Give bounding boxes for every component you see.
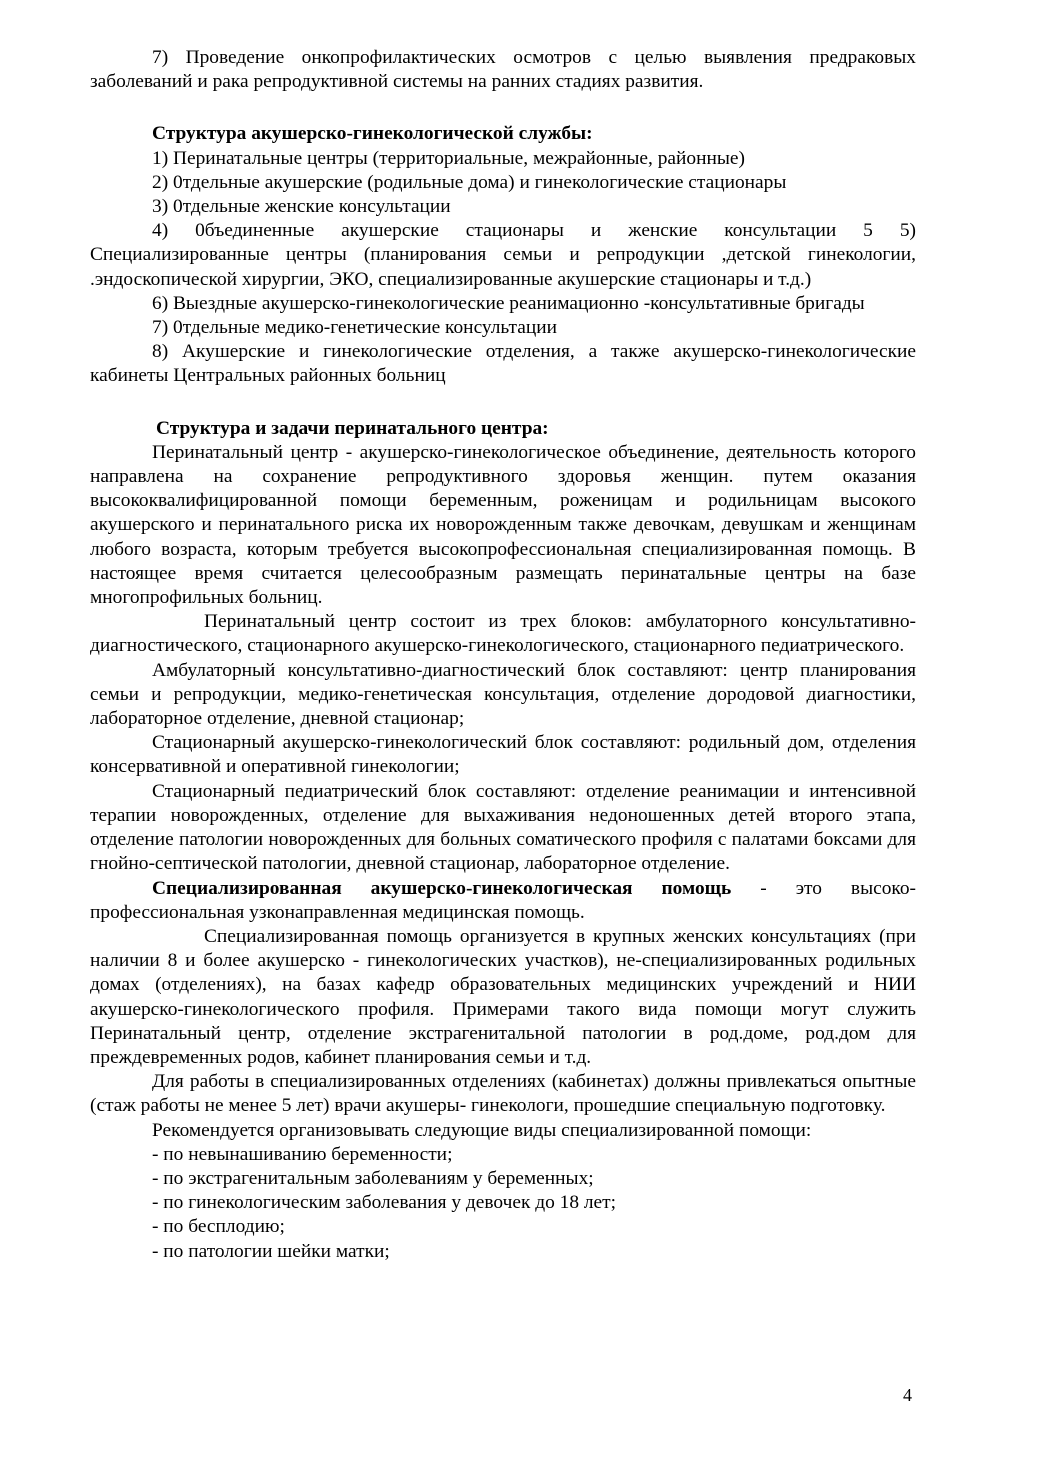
specialized-definition: - это высоко-профессиональная узконаправленная медицинская помощь. [90, 877, 916, 923]
spacer [90, 94, 916, 122]
perinatal-paragraph-obstetric: Стационарный акушерско-гинекологический блок составляют: родильный дом, отделения консервативной и оперативной гинекологии; [90, 732, 916, 778]
structure-item-3: 3) 0тдельные женские консультации [152, 196, 451, 218]
list-item: - по бесплодию; [152, 1216, 285, 1238]
specialized-term: Специализированная акушерско-гинекологическая помощь [152, 877, 732, 899]
specialized-paragraph-staff: Для работы в специализированных отделениях (кабинетах) должны привлекаться опытные (стаж работы не менее 5 лет) врачи акушеры- гинекологи, прошедшие специальную подготовку. [90, 1071, 916, 1117]
structure-item-6: 6) Выездные акушерско-гинекологические реанимационно -консультативные бригады [152, 292, 865, 314]
spacer [90, 389, 916, 417]
perinatal-paragraph-ambulatory: Амбулаторный консультативно-диагностический блок составляют: центр планирования семьи и репродукции, медико-генетическая консультация, отделение дородовой диагностики, лабораторное отделение, дневной стационар; [90, 659, 916, 730]
perinatal-paragraph-definition: Перинатальный центр - акушерско-гинекологическое объединение, деятельность которого направлена на сохранение репродуктивного здоровья женщин. путем оказания высококвалифицированной помощи беременным, роженицам и родильницам высокого акушерского и перинатального риска их новорожденным также девочкам, девушкам и женщинам любого возраста, которым требуется высокопрофессиональная специализированная помощь. В настоящее время считается целесообразным размещать перинатальные центры на базе многопрофильных больниц. [90, 441, 916, 609]
structure-item-8: 8) Акушерские и гинекологические отделения, а также акушерско-гинекологические кабинеты Центральных районных больниц [90, 341, 916, 387]
list-item: - по невынашиванию беременности; [152, 1143, 453, 1165]
structure-item-1: 1) Перинатальные центры (территориальные, межрайонные, районные) [152, 147, 745, 169]
paragraph-oncoprophylaxis: 7) Проведение онкопрофилактических осмотров с целью выявления предраковых заболеваний и рака репродуктивной системы на ранних стадиях развития. [90, 47, 916, 93]
perinatal-paragraph-blocks: Перинатальный центр состоит из трех блоков: амбулаторного консультативно-диагностического, стационарного акушерско-гинекологического, стационарного педиатрического. [90, 611, 916, 657]
page-content [90, 46, 916, 1264]
specialized-paragraph-organization: Специализированная помощь организуется в крупных женских консультациях (при наличии 8 и более акушерско - гинекологических участков), не-специализированных родильных домах (отделениях), на базах кафедр образовательных медицинских учреждений и НИИ акушерско-гинекологического профиля. Примерами такого вида помощи могут служить Перинатальный центр, отделение экстрагенитальной патологии в род.доме, род.дом для преждевременных родов, кабинет планирования семьи и т.д. [90, 925, 916, 1068]
structure-item-2: 2) 0тдельные акушерские (родильные дома) и гинекологические стационары [152, 171, 787, 193]
list-item: - по гинекологическим заболевания у девочек до 18 лет; [152, 1192, 617, 1214]
specialized-paragraph-recommendation: Рекомендуется организовывать следующие виды специализированной помощи: [152, 1119, 812, 1141]
structure-heading: Структура акушерско-гинекологической службы: [152, 123, 593, 145]
specialized-definition-paragraph [90, 877, 916, 925]
perinatal-heading: Структура и задачи перинатального центра: [156, 417, 549, 439]
list-item: - по экстрагенитальным заболеваниям у беременных; [152, 1167, 594, 1189]
structure-item-4: 4) 0бъединенные акушерские стационары и женские консультации 5 5) Специализированные центры (планирования семьи и репродукции ,детской гинекологии, .эндоскопической хирургии, ЭКО, специализированные акушерские стационары и т.д.) [90, 220, 916, 290]
page-number: 4 [903, 1385, 912, 1405]
structure-item-7: 7) 0тдельные медико-генетические консультации [152, 317, 557, 339]
perinatal-paragraph-pediatric: Стационарный педиатрический блок составляют: отделение реанимации и интенсивной терапии новорожденных, отделение для выхаживания недоношенных детей второго этапа, отделение патологии новорожденных для больных соматического профиля с палатами боксами для гнойно-септической патологии, дневной стационар, лабораторное отделение. [90, 780, 916, 875]
list-item: - по патологии шейки матки; [152, 1240, 390, 1262]
